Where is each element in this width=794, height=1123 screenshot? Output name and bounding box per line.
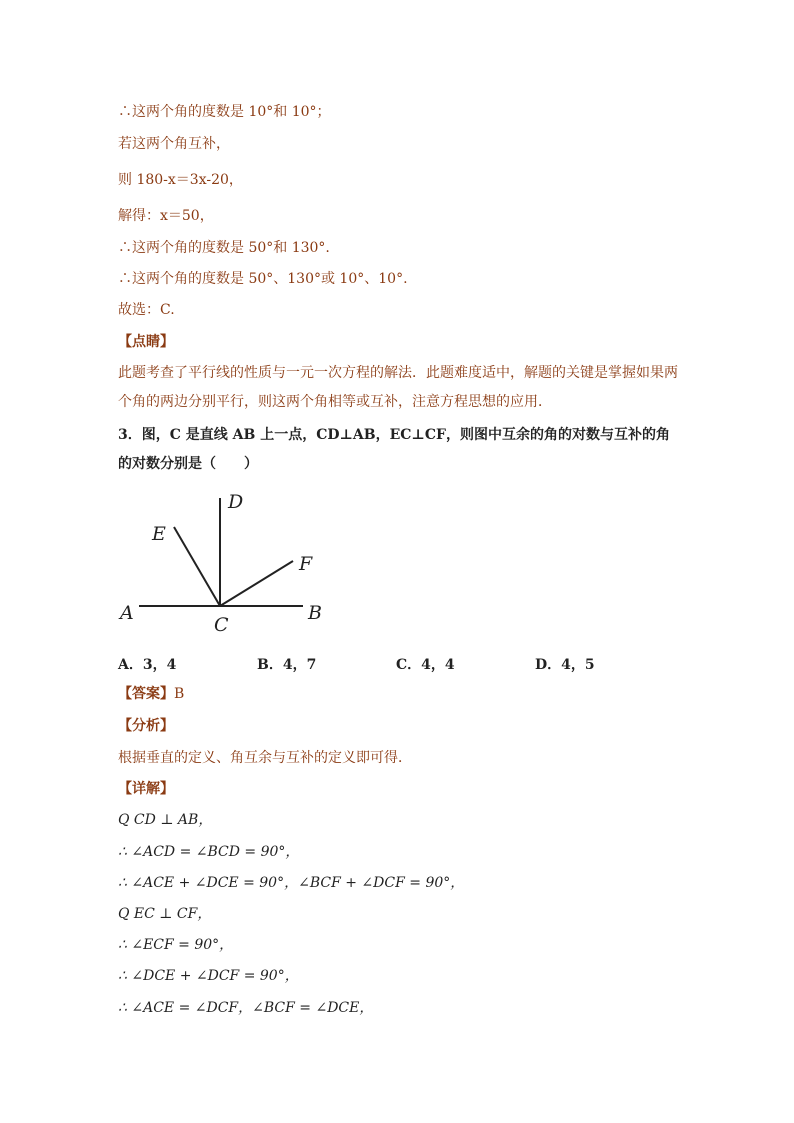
line-supplementary-case: 若这两个角互补， [118, 136, 230, 152]
label-e: E [152, 523, 166, 545]
detail-step-1: Q CD ⊥ AB， [118, 812, 213, 828]
line-solve: 解得：x＝50， [118, 208, 214, 224]
detail-step-6: ∴ ∠DCE + ∠DCF = 90°， [118, 968, 299, 984]
detail-step-5: ∴ ∠ECF = 90°， [118, 937, 234, 953]
detail-heading: 【详解】 [118, 781, 174, 797]
ray-ce [174, 527, 220, 606]
label-f: F [299, 553, 313, 575]
detail-step-4: Q EC ⊥ CF， [118, 906, 212, 922]
detail-step-7: ∴ ∠ACE = ∠DCF，∠BCF = ∠DCE， [118, 1000, 374, 1016]
line-conclusion-3: ∴这两个角的度数是 50°、130°或 10°、10°. [118, 271, 408, 287]
detail-step-2: ∴ ∠ACD = ∠BCD = 90°， [118, 844, 300, 860]
line-equation: 则 180-x＝3x-20， [118, 172, 243, 188]
dianjing-text: 此题考查了平行线的性质与一元一次方程的解法．此题难度适中，解题的关键是掌握如果两个角的两边分别平行，则这两个角相等或互补，注意方程思想的应用． [118, 365, 678, 410]
option-a[interactable]: A．3，4 [118, 657, 177, 673]
answer-row [118, 684, 184, 704]
analysis-heading: 【分析】 [118, 718, 174, 734]
geometry-figure [110, 490, 350, 640]
line-conclusion-1: ∴这两个角的度数是 10°和 10°； [118, 104, 331, 120]
line-choice: 故选：C. [118, 302, 175, 318]
option-c[interactable]: C．4，4 [396, 657, 455, 673]
answer-label: 【答案】 [118, 686, 174, 702]
line-conclusion-2: ∴这两个角的度数是 50°和 130°. [118, 240, 330, 256]
label-a: A [120, 602, 134, 624]
analysis-text: 根据垂直的定义、角互余与互补的定义即可得． [118, 750, 412, 766]
label-d: D [228, 491, 244, 513]
answer-value: B [174, 686, 185, 702]
option-b[interactable]: B．4，7 [257, 657, 317, 673]
dianjing-heading: 【点睛】 [118, 334, 174, 350]
detail-step-3: ∴ ∠ACE + ∠DCE = 90°，∠BCF + ∠DCF = 90°， [118, 875, 465, 891]
option-d[interactable]: D．4，5 [535, 657, 595, 673]
ray-cf [220, 561, 293, 606]
label-b: B [308, 602, 322, 624]
question-3-text: 3．图，C 是直线 AB 上一点，CD⊥AB，EC⊥CF，则图中互余的角的对数与互补的角的对数分别是（ ） [118, 427, 670, 472]
label-c: C [214, 614, 229, 636]
